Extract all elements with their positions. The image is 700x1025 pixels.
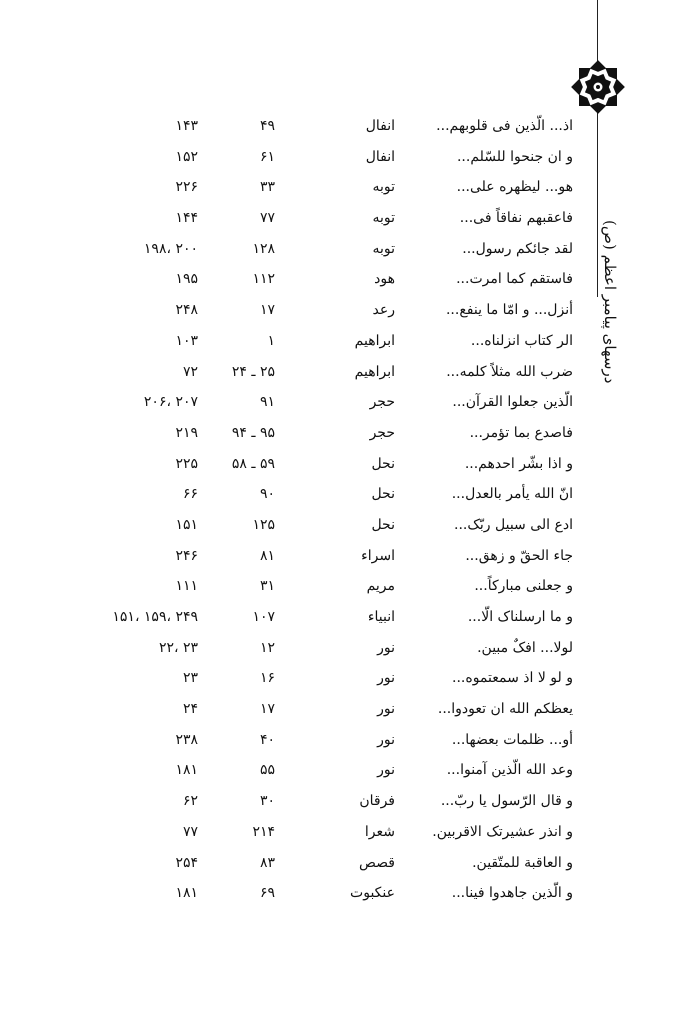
surah-name: مریم [366,578,395,595]
table-row [80,602,580,633]
page-reference: ۱۴۴ [175,210,198,227]
surah-name: قصص [359,854,395,871]
verse-text: ضرب الله مثلاً کلمه... [446,363,573,380]
verse-index-table [80,111,580,909]
verse-text: فاصدع بما تؤمر... [469,424,573,441]
ayah-number: ۱۷ [259,701,275,718]
table-row [80,479,580,510]
ayah-number: ۴۰ [259,731,275,748]
surah-name: فرقان [359,793,395,810]
table-row [80,878,580,909]
table-row [80,172,580,203]
surah-name: حجر [369,394,395,411]
surah-name: نحل [371,516,395,533]
verse-text: و ان جنحوا للسّلم... [456,148,573,165]
ayah-number: ۱۷ [259,302,275,319]
surah-name: نور [377,701,395,718]
ayah-number: ۱۰۷ [252,609,275,625]
verse-text: أنزل... و امّا ما ینفع... [445,302,573,319]
page-reference: ۱۴۳ [175,118,198,134]
page-reference: ۲۵۴ [175,854,198,871]
ayah-number: ۱ [267,332,275,349]
verse-text: الر کتاب انزلناه... [470,332,573,349]
page-reference: ۱۸۱ [175,762,198,779]
ayah-number: ۱۱۲ [252,271,275,288]
surah-name: حجر [369,424,395,441]
verse-text: لولا... افکٌ مبین. [477,639,573,656]
table-row [80,326,580,357]
table-row [80,571,580,602]
surah-name: نحل [371,455,395,472]
table-row [80,694,580,725]
ayah-number: ۹۰ [259,486,275,503]
surah-name: توبه [372,240,395,257]
surah-name: رعد [372,302,395,319]
page-reference: ۶۲ [182,793,198,810]
surah-name: نور [377,639,395,656]
ayah-number: ۱۲۵ [252,516,275,533]
ayah-number: ۵۵ [259,762,275,779]
table-row [80,663,580,694]
verse-text: فاستقم کما امرت... [456,271,573,288]
verse-text: و قال الرّسول یا ربّ... [440,793,573,810]
table-row [80,510,580,541]
ayah-number: ۲۵ ـ ۲۴ [231,363,275,380]
surah-name: شعرا [364,823,395,840]
surah-name: عنکبوت [350,885,395,902]
surah-name: انفال [365,148,395,165]
table-row [80,264,580,295]
verse-text: جاء الحقّ و زهق... [465,547,573,564]
table-row [80,817,580,848]
surah-name: انبیاء [367,609,395,625]
page-reference: ۲۴ [182,701,198,718]
table-row [80,142,580,173]
table-row [80,541,580,572]
star-ornament-icon [569,58,627,116]
ayah-number: ۳۳ [259,179,275,196]
ayah-number: ۸۳ [259,854,275,871]
page-reference: ۲۱۹ [175,424,198,441]
page-reference: ۱۰۳ [175,332,198,349]
ayah-number: ۶۹ [259,885,275,902]
verse-text: و انذر عشیرتک الاقربین. [432,823,573,840]
page-reference: ۲۳۸ [175,731,198,748]
verse-text: و الّذین جاهدوا فینا... [451,885,573,902]
page-reference: ۲۰۰ ،۱۹۸ [143,240,198,257]
verse-text: و ما ارسلناک الّا... [467,609,573,625]
ayah-number: ۶۱ [259,148,275,165]
page-reference: ۱۵۲ [175,148,198,165]
verse-text: وعد الله الّذین آمنوا... [446,762,573,779]
ayah-number: ۸۱ [259,547,275,564]
ayah-number: ۲۱۴ [252,823,275,840]
verse-text: لقد جائکم رسول... [462,240,573,257]
table-row [80,755,580,786]
verse-text: اذ... الّذین فی قلوبهم... [436,118,573,134]
surah-name: ابراهیم [354,363,395,380]
surah-name: نور [377,731,395,748]
book-running-title: درسهای پیامبر اعظم (ص) [601,220,619,384]
ayah-number: ۷۷ [259,210,275,227]
page-reference: ۷۲ [182,363,198,380]
page-reference: ۲۲۶ [175,179,198,196]
ayah-number: ۱۲ [259,639,275,656]
page-reference: ۲۲۵ [175,455,198,472]
page-reference: ۲۳ ،۲۲ [158,639,198,656]
table-row [80,111,580,142]
page-reference: ۲۰۷ ،۲۰۶ [143,394,198,411]
table-row [80,418,580,449]
surah-name: نور [377,670,395,687]
surah-name: ابراهیم [354,332,395,349]
verse-text: فاعقبهم نفاقاً فی... [459,210,573,227]
ayah-number: ۹۵ ـ ۹۴ [231,424,275,441]
surah-name: نحل [371,486,395,503]
surah-name: توبه [372,210,395,227]
verse-text: ادع الی سبیل ربّک... [454,516,573,533]
surah-name: اسراء [361,547,395,564]
table-row [80,203,580,234]
ayah-number: ۱۲۸ [252,240,275,257]
surah-name: انفال [365,118,395,134]
page-reference: ۶۶ [182,486,198,503]
page-reference: ۷۷ [182,823,198,840]
verse-text: هو... لیظهره علی... [456,179,573,196]
ayah-number: ۳۱ [259,578,275,595]
ayah-number: ۳۰ [259,793,275,810]
page-reference: ۱۱۱ [175,578,198,595]
page-reference: ۱۵۱ [175,516,198,533]
verse-text: و العاقبة للمتّقین. [472,854,573,871]
verse-text: یعظکم الله ان تعودوا... [437,701,573,718]
table-row [80,295,580,326]
page-reference: ۲۴۸ [175,302,198,319]
surah-name: هود [374,271,395,288]
verse-text: أو... ظلمات بعضها... [451,731,573,748]
table-row [80,449,580,480]
page-reference: ۲۴۶ [175,547,198,564]
ayah-number: ۵۹ ـ ۵۸ [231,455,275,472]
surah-name: نور [377,762,395,779]
verse-text: و جعلنی مبارکاً... [474,578,573,595]
ayah-number: ۹۱ [259,394,275,411]
table-row [80,633,580,664]
table-row [80,786,580,817]
table-row [80,387,580,418]
verse-text: انّ الله یأمر بالعدل... [451,486,573,503]
verse-text: الّذین جعلوا القرآن... [452,394,573,411]
table-row [80,234,580,265]
verse-text: و لو لا اذ سمعتموه... [452,670,573,687]
ayah-number: ۴۹ [259,118,275,134]
table-row [80,848,580,879]
table-row [80,725,580,756]
ayah-number: ۱۶ [259,670,275,687]
page-reference: ۲۴۹ ،۱۵۹ ،۱۵۱ [112,609,198,625]
verse-text: و اذا بشّر احدهم... [464,455,573,472]
table-row [80,357,580,388]
page-reference: ۱۸۱ [175,885,198,902]
page-reference: ۲۳ [182,670,198,687]
surah-name: توبه [372,179,395,196]
page-reference: ۱۹۵ [175,271,198,288]
